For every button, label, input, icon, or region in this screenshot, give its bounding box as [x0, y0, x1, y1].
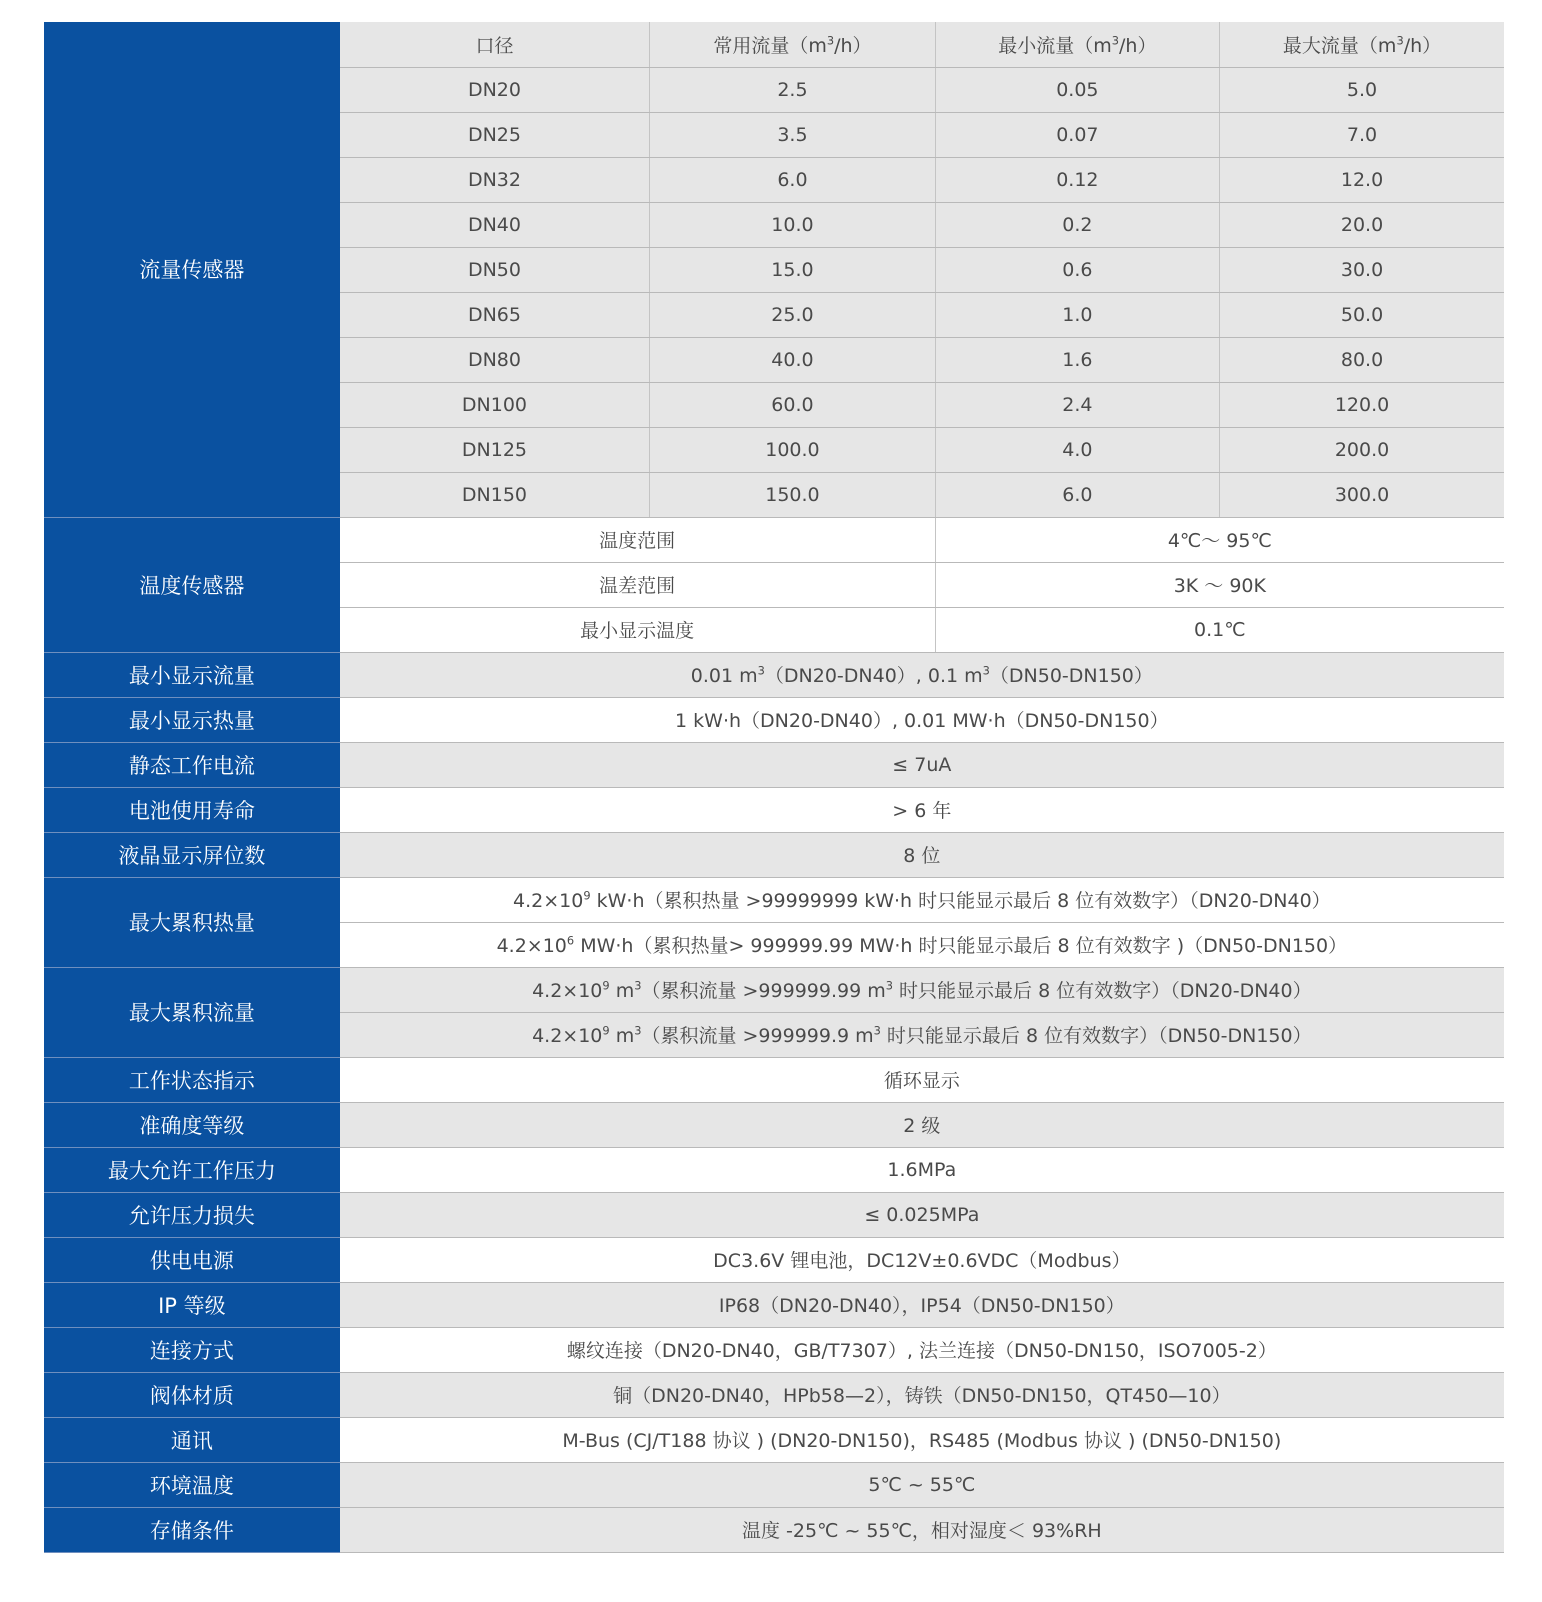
flow-row: DN65 25.0 1.0 50.0	[44, 292, 1504, 337]
spec-row	[44, 742, 1504, 787]
spec-table	[44, 22, 1504, 1553]
category-label: 允许压力损失	[44, 1192, 340, 1237]
spec-value: DC3.6V 锂电池，DC12V±0.6VDC（Modbus）	[340, 1237, 1504, 1282]
spec-row	[44, 1417, 1504, 1462]
category-max-cum-heat: 最大累积热量	[44, 877, 340, 967]
spec-row	[44, 1102, 1504, 1147]
max-cum-flow-line: $4.2\times 10^9$ $m^3$（累积流量 >999999.99 $m^3$ 时只能显示最后 8 位有效数字）（DN20-DN40）	[340, 967, 1504, 1012]
category-temp-sensor: 温度传感器	[44, 517, 340, 652]
category-lcd-digits: 液晶显示屏位数	[44, 832, 340, 877]
spec-value: 循环显示	[340, 1057, 1504, 1102]
max-cum-flow-line: $4.2\times 10^9$ $m^3$（累积流量 >999999.9 $m^3$ 时只能显示最后 8 位有效数字）（DN50-DN150）	[340, 1012, 1504, 1057]
header-diameter: 口径	[340, 22, 650, 67]
category-label: 连接方式	[44, 1327, 340, 1372]
temp-value: 0.1℃	[935, 607, 1504, 652]
category-label: 通讯	[44, 1417, 340, 1462]
header-max-flow: 最大流量$(m^3/h)$	[1220, 22, 1504, 67]
spec-row	[44, 1237, 1504, 1282]
temp-value: 3K ～ 90K	[935, 562, 1504, 607]
spec-row	[44, 1372, 1504, 1417]
category-flow-sensor: 流量传感器	[44, 22, 340, 517]
flow-row: DN40 10.0 0.2 20.0	[44, 202, 1504, 247]
temp-label: 最小显示温度	[340, 607, 935, 652]
category-static-current: 静态工作电流	[44, 742, 340, 787]
spec-value: 1.6MPa	[340, 1147, 1504, 1192]
max-cum-heat-line: $4.2\times 10^6$ MW·h（累积热量> 999999.99 MW·h 时只能显示最后 8 位有效数字 )（DN50-DN150）	[340, 922, 1504, 967]
spec-row	[44, 1282, 1504, 1327]
spec-row	[44, 832, 1504, 877]
spec-value: ≤ 0.025MPa	[340, 1192, 1504, 1237]
flow-row: DN125 100.0 4.0 200.0	[44, 427, 1504, 472]
category-max-cum-flow: 最大累积流量	[44, 967, 340, 1057]
spec-value: 5℃ ~ 55℃	[340, 1462, 1504, 1507]
temp-row	[44, 517, 1504, 562]
spec-row	[44, 1147, 1504, 1192]
category-label: 环境温度	[44, 1462, 340, 1507]
spec-value: 2 级	[340, 1102, 1504, 1147]
spec-row	[44, 1507, 1504, 1552]
spec-row	[44, 1192, 1504, 1237]
category-min-display-flow: 最小显示流量	[44, 652, 340, 697]
spec-value: 铜（DN20-DN40，HPb58—2），铸铁（DN50-DN150，QT450—10）	[340, 1372, 1504, 1417]
flow-row: DN80 40.0 1.6 80.0	[44, 337, 1504, 382]
spec-row	[44, 1327, 1504, 1372]
header-min-flow: 最小流量$(m^3/h)$	[935, 22, 1219, 67]
temp-label: 温度范围	[340, 517, 935, 562]
spec-value: IP68（DN20-DN40），IP54（DN50-DN150）	[340, 1282, 1504, 1327]
spec-value: M-Bus (CJ/T188 协议 ) (DN20-DN150)，RS485 (Modbus 协议 ) (DN50-DN150)	[340, 1417, 1504, 1462]
temp-value: 4℃～ 95℃	[935, 517, 1504, 562]
category-label: 准确度等级	[44, 1102, 340, 1147]
max-cum-heat-line: $4.2\times 10^9$ kW·h（累积热量 >99999999 kW·h 时只能显示最后 8 位有效数字）（DN20-DN40）	[340, 877, 1504, 922]
min-display-heat-value: 1 kW·h（DN20-DN40）, 0.01 MW·h（DN50-DN150）	[340, 697, 1504, 742]
spec-row	[44, 1462, 1504, 1507]
temp-label: 温差范围	[340, 562, 935, 607]
spec-row	[44, 787, 1504, 832]
category-label: 供电电源	[44, 1237, 340, 1282]
static-current-value: ≤ 7uA	[340, 742, 1504, 787]
flow-row: DN32 6.0 0.12 12.0	[44, 157, 1504, 202]
category-label: 最大允许工作压力	[44, 1147, 340, 1192]
flow-header-row	[44, 22, 1504, 67]
header-nominal-flow: 常用流量$(m^3/h)$	[650, 22, 935, 67]
flow-row: DN50 15.0 0.6 30.0	[44, 247, 1504, 292]
category-label: 阀体材质	[44, 1372, 340, 1417]
category-label: 工作状态指示	[44, 1057, 340, 1102]
spec-row	[44, 877, 1504, 922]
min-display-flow-value: 0.01 $m^3(DN20-DN40)$, 0.1 $m^3(DN50-DN150)$	[340, 652, 1504, 697]
category-battery-life: 电池使用寿命	[44, 787, 340, 832]
spec-row	[44, 697, 1504, 742]
category-label: IP 等级	[44, 1282, 340, 1327]
flow-row: DN100 60.0 2.4 120.0	[44, 382, 1504, 427]
spec-row	[44, 1057, 1504, 1102]
flow-row: DN25 3.5 0.07 7.0	[44, 112, 1504, 157]
lcd-digits-value: 8 位	[340, 832, 1504, 877]
flow-row: DN150 150.0 6.0 300.0	[44, 472, 1504, 517]
flow-row: DN20 2.5 0.05 5.0	[44, 67, 1504, 112]
spec-row	[44, 967, 1504, 1012]
category-min-display-heat: 最小显示热量	[44, 697, 340, 742]
battery-life-value: > 6 年	[340, 787, 1504, 832]
spec-row	[44, 652, 1504, 697]
category-label: 存储条件	[44, 1507, 340, 1552]
spec-value: 温度 -25℃ ~ 55℃，相对湿度＜ 93%RH	[340, 1507, 1504, 1552]
spec-value: 螺纹连接（DN20-DN40，GB/T7307）, 法兰连接（DN50-DN150，ISO7005-2）	[340, 1327, 1504, 1372]
